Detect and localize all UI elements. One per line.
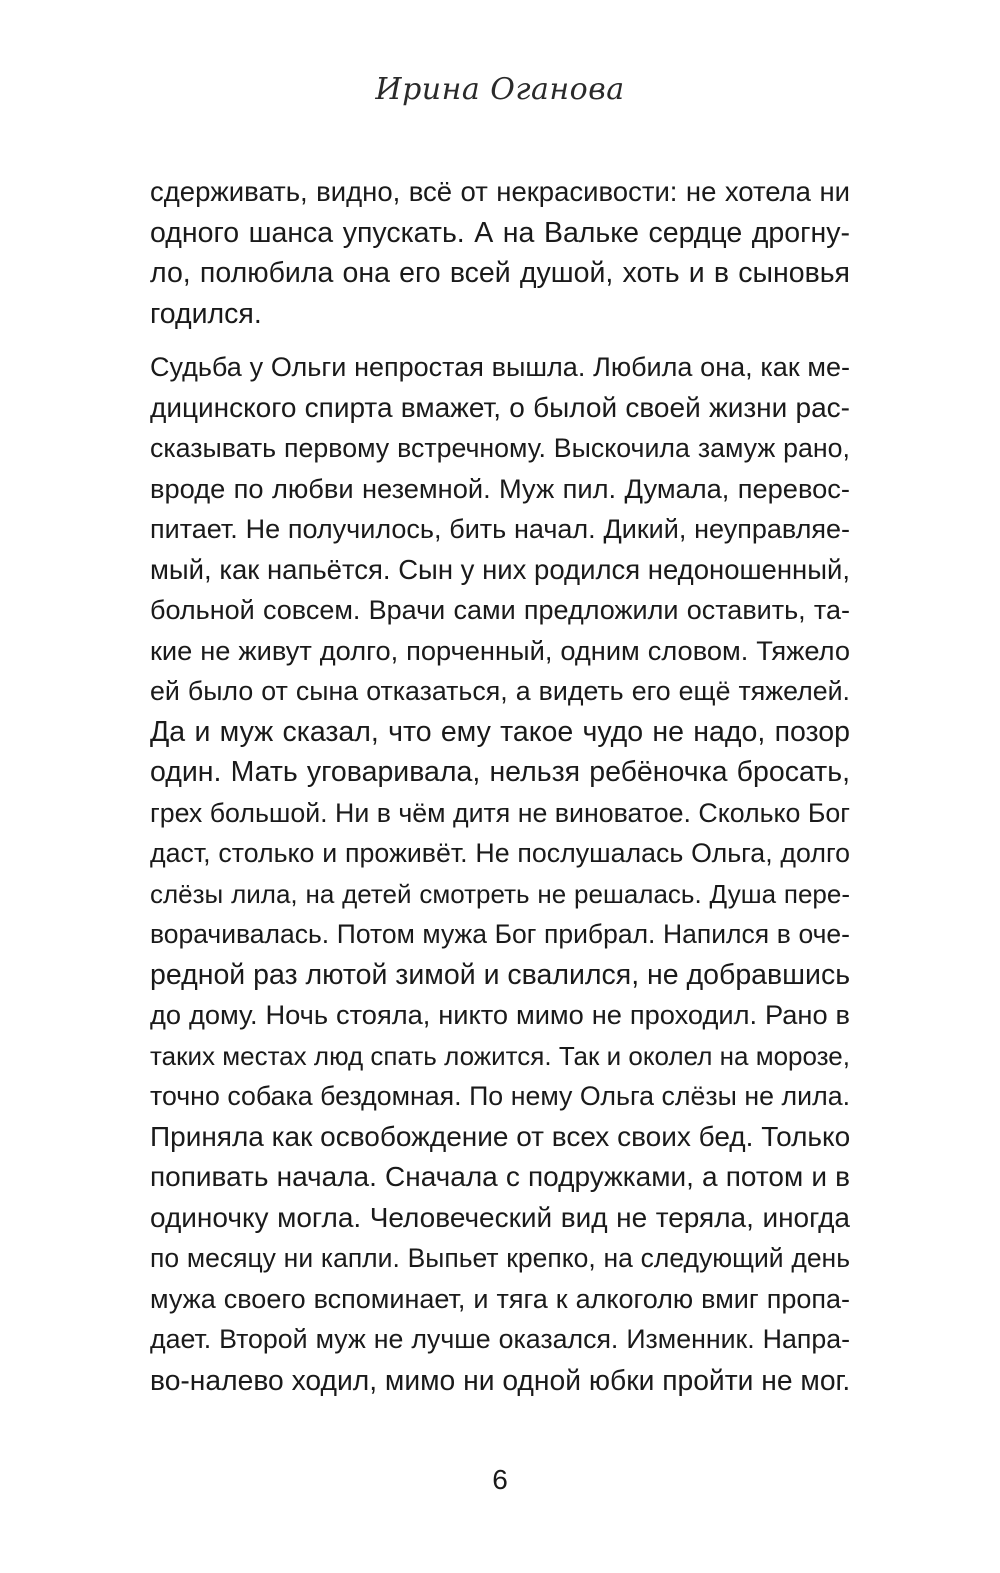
text-line: попивать начала. Сначала с подружками, а потом и в (150, 1161, 850, 1192)
text-line: мужа своего вспоминает, и тяга к алкоголю вмиг пропа- (150, 1283, 850, 1314)
text-line: мый, как напьётся. Сын у них родился недоношенный, (150, 553, 850, 585)
text-line: кие не живут долго, порченный, одним словом. Тяжело (150, 634, 850, 666)
page-number: 6 (492, 1464, 508, 1495)
paragraph-1 (150, 172, 850, 334)
text-line: одиночку могла. Человеческий вид не теряла, иногда (150, 1201, 850, 1233)
text-line: таких местах люд спать ложится. Так и околел на морозе, (150, 1040, 850, 1071)
text-line: до дому. Ночь стояла, никто мимо не проходил. Рано в (150, 999, 850, 1030)
text-line: точно собака бездомная. По нему Ольга слёзы не лила. (150, 1081, 850, 1111)
running-head-author: Ирина Оганова (375, 72, 625, 107)
text-line: слёзы лила, на детей смотреть не решалась. Душа пере- (150, 878, 850, 909)
text-line: даст, столько и проживёт. Не послушалась Ольга, долго (150, 838, 850, 868)
text-line: вроде по любви неземной. Муж пил. Думала, перевос- (150, 472, 850, 504)
body-text (150, 172, 850, 1400)
text-line: Да и муж сказал, что ему такое чудо не надо, позор (150, 715, 850, 748)
text-line: питает. Не получилось, бить начал. Дикий, неуправляе- (150, 514, 850, 544)
text-line: одного шанса упускать. А на Вальке сердце дрогну- (150, 216, 850, 249)
text-line: Приняла как освобождение от всех своих бед. Только (150, 1120, 851, 1152)
text-line: ворачивалась. Потом мужа Бог прибрал. Напился в оче- (150, 919, 850, 949)
text-line: дицинского спирта вмажет, о былой своей жизни рас- (150, 391, 850, 423)
text-line: сказывать первому встречному. Выскочила замуж рано, (150, 433, 850, 463)
text-line: по месяцу ни капли. Выпьет крепко, на следующий день (150, 1243, 850, 1273)
text-line: один. Мать уговаривала, нельзя ребёночка бросать, (150, 756, 850, 788)
text-line: дает. Второй муж не лучше оказался. Изменник. Напра- (150, 1324, 850, 1354)
paragraph-2 (150, 347, 850, 1400)
text-line: редной раз лютой зимой и свалился, не добравшись (150, 958, 851, 991)
text-line: ло, полюбила она его всей душой, хоть и в сыновья (150, 257, 850, 289)
text-line: ей было от сына отказаться, а видеть его ещё тяжелей. (150, 676, 850, 706)
text-line: сдерживать, видно, всё от некрасивости: не хотела ни (150, 176, 850, 207)
text-line: Судьба у Ольги непростая вышла. Любила она, как ме- (150, 352, 850, 382)
text-line: грех большой. Ни в чём дитя не виноватое. Сколько Бог (150, 797, 851, 828)
text-line: больной совсем. Врачи сами предложили оставить, та- (150, 595, 850, 625)
text-line: во-налево ходил, мимо ни одной юбки пройти не мог. (150, 1363, 851, 1396)
text-line: годился. (150, 297, 262, 330)
